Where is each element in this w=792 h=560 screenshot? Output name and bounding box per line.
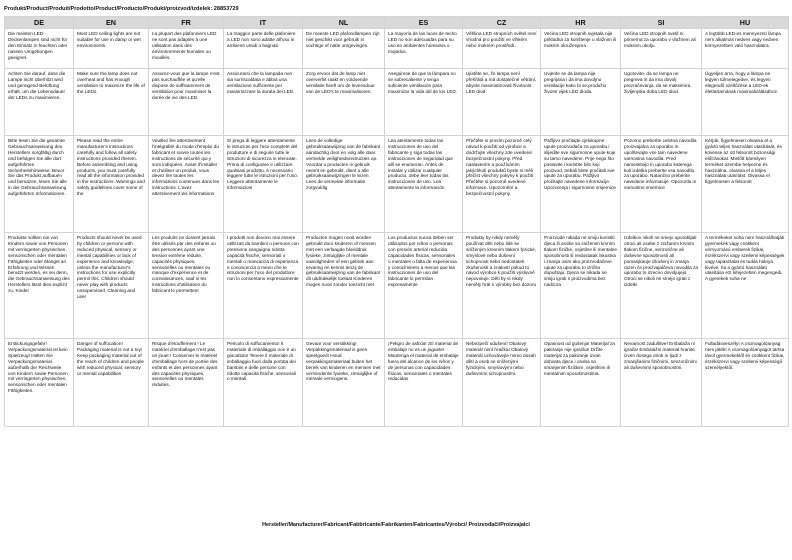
table-row: [5, 69, 789, 136]
table-cell: La maggior parte delle plafoniere a LED non sono adatte all'uso in ambienti umidi o bagnati.: [224, 29, 303, 69]
table-row: [5, 136, 789, 233]
table-cell: Ugotovite, da se lampa ne pregreva in da ima dovolj prezračevanja, da se maksimira življenjska doba LED diod.: [621, 69, 702, 136]
table-cell: Los productos nunca deben ser utilizados por niños o personas con presión arterial reducida capacidades físicas, sensoriales o mentales o falta de experiencia y conocimiento a menos que las instrucciones de uso del fabricante lo permitan expresamente: [385, 233, 463, 339]
table-row: [5, 29, 789, 69]
table-cell: Pericolo di soffocamento! Il materiale di imballaggio non è un giocattolo! Tenere il materiale di imballaggio fuori dalla portata dei bambini e delle persone con ridotte capacità fisiche, sensoriali o mentali.: [224, 339, 303, 427]
table-cell: Please read the entire manufacturer's instructions carefully and follow all safety instructions provided therein. Before assembling and using products, you must carefully read all the information provided in the instructions. Warnings and safety guidelines cover some of the: [74, 136, 149, 233]
table-cell: Nevarnost zadušitve! Embalaža ni igrača! Embalažni material hranite izven dosega otrok in ljudi z zmanjšanimi fizičnimi, senzoričnimi ali duševnimi sposobnostmi.: [621, 339, 702, 427]
table-cell: A legtöbb LED-es mennyezeti lámpa nem alkalmas nedves vagy nedves környezetben való használatra.: [702, 29, 789, 69]
table-cell: Most LED ceiling lights are not suitable for use in damp or wet environments.: [74, 29, 149, 69]
table-cell: Opasnost od gušenja! Materijal za pakiranje nije igračka! Držite materijal za pakiranje izvan dohvata djece i osoba sa smanjenim fizičkim, osjetilnim ili mentalnim sposobnostima.: [541, 339, 621, 427]
language-header-cell: IT: [224, 17, 303, 29]
language-header-cell: CZ: [463, 17, 541, 29]
language-header-cell: ES: [385, 17, 463, 29]
table-cell: Gevaar voor verstikking! Verpakkingsmateriaal is geen speelgoed! Houd verpakkingsmateriaal buiten het bereik van kinderen en mensen met verminderde fysieke, zintuiglijke of mentale vermogens.: [303, 339, 385, 427]
table-cell: Ügyeljen arra, hogy a lámpa ne legyen túlmelegedve, és legyen elegendő szellőzése a LED-ek élettartamának maximalizálásához.: [702, 69, 789, 136]
table-cell: Assicurarsi che la lampada non sia surriscaldata e abbia una ventilazione sufficiente per massimizzare la durata dei LED.: [224, 69, 303, 136]
table-cell: Nebezpečí udušení! Obalový materiál není hračka! Obalový materiál uchovávejte mimo dosah dětí a osob se sníženými fyzickými, smyslovými nebo duševními schopnostmi.: [463, 339, 541, 427]
table-cell: Die meisten LED-Deckenlampen sind nicht für den Einsatz in feuchten oder nassen Umgebungen geeignet.: [5, 29, 74, 69]
table-cell: Zorg ervoor dat de lamp niet oververhit raakt en voldoende ventilatie heeft om de levensduur van de LED's te maximaliseren.: [303, 69, 385, 136]
table-cell: Les produits ne doivent jamais être utilisés par des enfants ou des personnes ayant une tension extrême réduite, capacités physiques, sensorielles ou mentales ou manque d'expérience et de connaissances, sauf si les instructions d'utilisation du fabricant le permettent: [149, 233, 224, 339]
table-cell: Izdelkov nikoli ne smejo uporabljati otroci ali osebe z znižanim krvnim tlakom fizične, senzorične ali duševne sposobnosti ali pomanjkanje izkušenj in znanja razen če proizvajalčeva navodila za uporabo to izrecno dovoljujejo. Otroci se nikoli ne smejo igrati z izdelki: [621, 233, 702, 339]
table-cell: La mayoría de las luces de techo LED no son adecuadas para su uso en ambientes húmedos o mojados.: [385, 29, 463, 69]
table-cell: Products should never be used by children or persons with reduced physical, sensory or mental capabilities or lack of experience and knowledge, unless the manufacturer's instructions for use explicitly permit this. Children should never play with products unsupervised. Cleaning and user: [74, 233, 149, 339]
language-header-row: [5, 17, 789, 29]
table-cell: Většina LED stropních světel není vhodná pro použití ve vlhkém nebo mokrém prostředí.: [463, 29, 541, 69]
table-cell: Kérjük, figyelmesen olvassa el a gyártó teljes használati utasítását, és kövesse az ott felsorolt biztonsági előírásokat. Mielőtt bármilyen terméket üzembe helyezne és használna, olvassa el a teljes használati utasítást. Olvassa el figyelmesen a felsorolt: [702, 136, 789, 233]
table-cell: Bitte lesen Sie die gesamte Gebrauchsanweisung des Herstellers sorgfältig durch und befolgen Sie alle dort aufgeführten Sicherheitshinweise. Bevor Sie das Produkt aufbauen und benutzen, lesen Sie alle in der Gebrauchsanweisung aufgeführten Informationen.: [5, 136, 74, 233]
multilingual-safety-table: [4, 16, 789, 427]
table-cell: Produkte sollten nie von Kindern sowie von Personen mit verringerten physischen, sensorischen oder mentalen Fähigkeiten oder Mangel an Erfahrung und Wissen benutzt werden, es sei denn, die Gebrauchsanweisung des Herstellers lässt dies explizit zu. Kinder: [5, 233, 74, 339]
table-cell: La plupart des plafonniers LED ne sont pas adaptés à une utilisation dans des environnements humides ou mouillés.: [149, 29, 224, 69]
table-cell: Make sure the lamp does not overheat and has enough ventilation to maximize the life of the LEDs.: [74, 69, 149, 136]
language-header-cell: SI: [621, 17, 702, 29]
table-cell: Pozorno preberite celotna navodila proizvajalca za uporabo in upoštevajte vse tam navedene varnostna navodila. Pred namestitvijo in uporabo katerega koli izdelka preberite vsa navodila za uporabo. Natančno preberite navedene informacije. Opozorila in varnostne smernice: [621, 136, 702, 233]
language-header-cell: NL: [303, 17, 385, 29]
table-cell: Lees de volledige gebruiksaanwijzing van de fabrikant aandachtig door en volg alle daar vermelde veiligheidsinstructies op. Voordat u producten in gebruik neemt en gebruikt, dient u alle gebruiksaanwijzingen te lezen. Lees de vermelde informatie zorgvuldig: [303, 136, 385, 233]
table-cell: Achten Sie darauf, dass die Lampe nicht überhitzt wird und genügend Belüftung erhält, um die Lebensdauer der LEDs zu maximieren.: [5, 69, 74, 136]
table-cell: Erstickungsgefahr! Verpackungsmaterial ist kein Spielzeug! Halten Sie Verpackungsmaterial außerhalb der Reichweite von Kindern sowie Personen mit verringerten physischen, sensorischen oder mentalen Fähigkeiten.: [5, 339, 74, 427]
table-cell: Lea atentamente todas las instrucciones de uso del fabricante y siga todas las instrucciones de seguridad que allí se enumeran. Antes de instalar y utilizar cualquier producto, debe leer todas las instrucciones de uso. Lea atentamente la información: [385, 136, 463, 233]
table-cell: Assurez-vous que la lampe n'est pas surchauffée et qu'elle dispose de suffisamment de ventilation pour maximiser la durée de vie des LED.: [149, 69, 224, 136]
table-cell: Asegúrese de que la lámpara no se sobrecaliente y tenga suficiente ventilación para maximizar la vida útil de los LED.: [385, 69, 463, 136]
table-row: [5, 339, 789, 427]
language-header-cell: EN: [74, 17, 149, 29]
table-cell: Ujistěte se, že lampa není přehřátá a má dostatečné větrání, abyste maximalizovali životnost LED diod.: [463, 69, 541, 136]
table-cell: ¡Peligro de asfixia! ¡El material de embalaje no es un juguete! Mantenga el material de embalaje fuera del alcance de los niños y de personas con capacidades físicas, sensoriales o mentales reducidas: [385, 339, 463, 427]
table-cell: Producten mogen nooit worden gebruikt door kinderen of mensen met een verlaagde bloeddruk fysieke, zintuiglijke of mentale vaardigheden of een gebrek aan ervaring en kennis tenzij de gebruiksaanwijzing van de fabrikant dit uitdrukkelijk toelaat Kinderen mogen nooit zonder toezicht met: [303, 233, 385, 339]
table-cell: Večina LED stropnih svetil ni primerna za uporabo v vlažnem ali mokrem okolju.: [621, 29, 702, 69]
table-cell: Si prega di leggere attentamente le istruzioni per l'uso complete del produttore e di seguire tutte le istruzioni di sicurezza in elencate. Prima di configurare e utilizzare qualsiasi prodotto, è necessario leggere tutte le istruzioni per l'uso. Leggere attentamente le informazioni: [224, 136, 303, 233]
table-cell: Veuillez lire attentivement l'intégralité du mode d'emploi du fabricant et suivre toutes les instructions de sécurité qui y sont indiquées. Avant d'installer et d'utiliser un produit, vous devez lire toutes les informations contenues dans les instructions. L'avez attentivement les informations: [149, 136, 224, 233]
table-cell: Přečtěte si prosím pozorně celý návod k použití od výrobce a dodržujte všechny zde uvedené bezpečnostní pokyny. Před nastavením a používáním jakýchkoli produktů byste si měli přečíst všechny pokyny k použití. Přečtěte si pozorně uvedené informace. Upozornění a bezpečnostní pokyny: [463, 136, 541, 233]
table-cell: Produkty by nikdy neměly používat děti nebo lidé se sníženým krevním tlakem fyzické, smyslové nebo duševní schopnosti nebo nedostatek zkušeností a znalostí pokud to návod výrobce k použití výslovně nepovoluje. Děti by si nikdy neměly hrát s výrobky bez dozoru: [463, 233, 541, 339]
table-cell: Proizvode nikada ne smiju koristiti djeca ili osobe sa sniženim krvnim tlakom fizičke, osjetilne ili mentalne sposobnosti ili nedostatak iskustva i znanja osim ako proizvođačeve upute za uporabu to izričito dopuštaju. Djeca se nikada ne smiju igrati s proizvodima bez nadzora: [541, 233, 621, 339]
table-cell: Većina LED stropnih svjetala nije prikladna za korištenje u vlažnim ili mokrim okruženjima.: [541, 29, 621, 69]
table-cell: Danger of suffocation! Packaging material is not a toy! Keep packaging material out of the reach of children and people with reduced physical, sensory or mental capabilities: [74, 339, 149, 427]
table-cell: De meeste LED plafondlampen zijn niet geschikt voor gebruik in vochtige of natte omgevingen.: [303, 29, 385, 69]
table-row: [5, 233, 789, 339]
table-cell: A termékeket soha nem használhatják gyermekek vagy csökkent vérnyomású emberek fizikai, érzékszervi vagy szellemi képességek vagy tapasztalat és tudás hiánya kivéve, ha a gyártó használati utasítása ezt kifejezetten megengedi. A gyerekek soha ne: [702, 233, 789, 339]
table-cell: Uvjerite se da lampa nije pregrijana i da ima dovoljno ventilacije kako bi se produžio životni vijek LED dioda.: [541, 69, 621, 136]
manufacturers-footer: Hersteller/Manufacturer/Fabricant/Fabbricante/Fabrikanten/Fabricantes/Výrobci/ Proizvođači/Proizvajalci: [262, 522, 530, 528]
product-number-line: Produkt/Product/Produit/Prodotto/Product/Producto/Produkt/proizvod/izdelek: 28853729: [4, 6, 239, 12]
table-cell: I prodotti non devono mai essere utilizzati da bambini o persone con pressione sanguigna ridotta capacità fisiche, sensoriali o mentali o mancanza di esperienza e conoscenza a meno che le istruzioni per l'uso del produttore non lo consentano espressamente: [224, 233, 303, 339]
language-header-cell: FR: [149, 17, 224, 29]
table-cell: Fulladásveszély! A csomagolóanyag nem játék! A csomagolóanyagot tartsa távol gyermekektől és csökkent fizikai, érzékszervi vagy szellemi képességű személyektől.: [702, 339, 789, 427]
language-header-cell: HR: [541, 17, 621, 29]
language-header-cell: HU: [702, 17, 789, 29]
table-cell: Risque d'étouffement ! Le matériel d'emballage n'est pas un jouet ! Conserver le matériel d'emballage hors de portée des enfants et des personnes ayant des capacités physiques, sensorielles ou mentales réduites.: [149, 339, 224, 427]
language-header-cell: DE: [5, 17, 74, 29]
table-cell: Pažljivo pročitajte cjelokupne upute proizvođača za uporabu i slijedite sve sigurnosne upute koje su tamo navedene. Prije nego što postavite i koristite bilo koji proizvod, trebali biste pročitati sve upute za uporabu. Pažljivo pročitajte navedene informacije. Upozorenja i sigurnosne smjernice: [541, 136, 621, 233]
